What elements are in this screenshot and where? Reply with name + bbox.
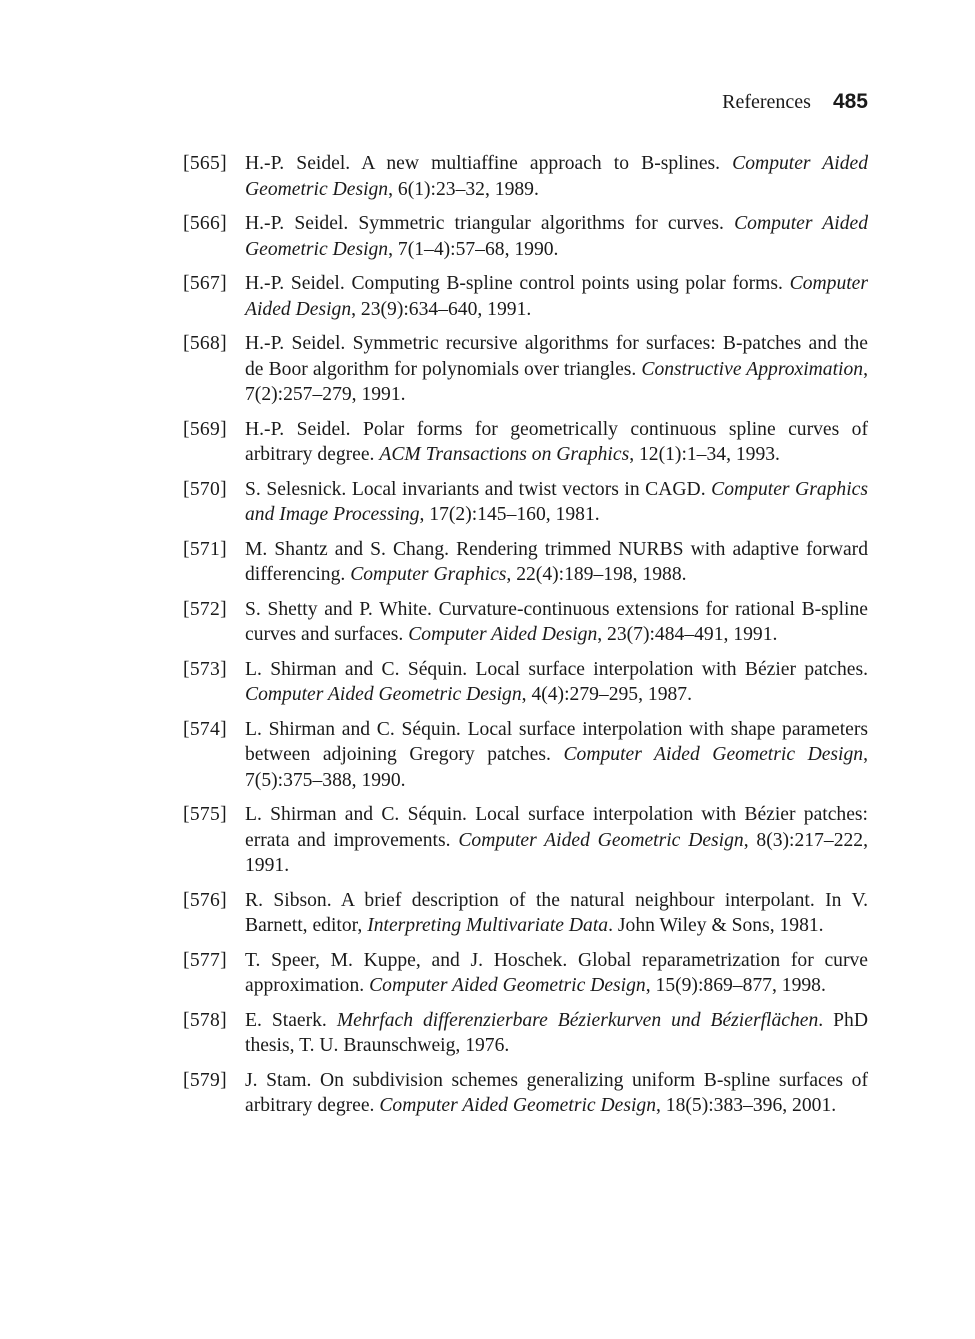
- reference-venue: Mehrfach differenzierbare Bézierkurven und Bézierflächen: [336, 1009, 819, 1031]
- running-title: References: [722, 91, 811, 113]
- reference-venue: Computer Aided Geometric Design: [458, 829, 744, 851]
- reference-authors-title: S. Selesnick. Local invariants and twist vectors in CAGD.: [245, 478, 712, 500]
- running-head: [722, 90, 868, 114]
- reference-details: . PhD thesis, T. U. Braunschweig, 1976.: [245, 1009, 868, 1056]
- reference-number: [569]: [183, 418, 227, 440]
- reference-text: [245, 271, 868, 322]
- reference-authors-title: S. Shetty and P. White. Curvature-continuous extensions for rational B-spline curves and surfaces.: [245, 598, 868, 645]
- reference-venue: Computer Aided Geometric Design: [369, 975, 646, 996]
- reference-number: [572]: [183, 598, 227, 620]
- reference-text: [245, 211, 868, 262]
- reference-details: , 7(1–4):57–68, 1990.: [388, 238, 559, 260]
- reference-number: [570]: [183, 478, 227, 500]
- reference-authors-title: H.-P. Seidel. Symmetric recursive algorithms for surfaces: B-patches and the de Boor algorithm for polynomials over triangles.: [245, 333, 868, 380]
- reference-entry: [183, 271, 868, 322]
- reference-entry: [183, 151, 868, 202]
- reference-details: , 18(5):383–396, 2001.: [656, 1095, 837, 1116]
- reference-entry: [183, 802, 868, 879]
- reference-number: [579]: [183, 1069, 227, 1091]
- reference-text: [245, 151, 868, 202]
- reference-text: [245, 802, 868, 879]
- reference-authors-title: H.-P. Seidel. A new multiaffine approach to B-splines.: [245, 153, 733, 174]
- reference-details: , 15(9):869–877, 1998.: [645, 975, 826, 996]
- reference-venue: Computer Graphics: [350, 564, 507, 585]
- reference-details: , 4(4):279–295, 1987.: [521, 684, 692, 705]
- reference-text: [245, 1068, 868, 1119]
- reference-venue: Computer Aided Design: [408, 624, 598, 645]
- reference-text: [245, 417, 868, 468]
- reference-number: [568]: [183, 333, 227, 354]
- reference-entry: [183, 211, 868, 262]
- reference-text: [245, 888, 868, 939]
- reference-authors-title: J. Stam. On subdivision schemes generalizing uniform B-spline surfaces of arbitrary degree.: [245, 1069, 868, 1116]
- reference-entry: [183, 657, 868, 708]
- reference-number: [573]: [183, 658, 227, 680]
- reference-entry: [183, 1068, 868, 1119]
- reference-venue: Computer Aided Geometric Design: [245, 153, 868, 200]
- reference-entry: [183, 417, 868, 468]
- reference-details: , 23(7):484–491, 1991.: [597, 624, 778, 645]
- reference-entry: [183, 537, 868, 588]
- reference-details: , 17(2):145–160, 1981.: [419, 504, 600, 525]
- reference-text: [245, 537, 868, 588]
- reference-authors-title: H.-P. Seidel. Computing B-spline control points using polar forms.: [245, 273, 790, 294]
- reference-authors-title: H.-P. Seidel. Polar forms for geometrically continuous spline curves of arbitrary degree.: [245, 418, 868, 465]
- reference-entry: [183, 888, 868, 939]
- reference-venue: Computer Aided Geometric Design: [563, 744, 864, 765]
- reference-number: [571]: [183, 538, 227, 560]
- reference-number: [565]: [183, 153, 227, 174]
- reference-venue: Computer Aided Geometric Design: [379, 1095, 656, 1116]
- reference-text: [245, 948, 868, 999]
- reference-venue: Computer Aided Design: [245, 273, 868, 320]
- reference-details: , 8(3):217–222, 1991.: [245, 829, 868, 876]
- reference-number: [578]: [183, 1009, 227, 1031]
- reference-number: [566]: [183, 213, 227, 234]
- reference-number: [576]: [183, 889, 227, 911]
- reference-list: [183, 151, 868, 1128]
- reference-text: [245, 331, 868, 408]
- reference-venue: Computer Aided Geometric Design: [245, 213, 869, 260]
- reference-authors-title: M. Shantz and S. Chang. Rendering trimmed NURBS with adaptive forward differencing.: [245, 538, 868, 585]
- reference-authors-title: L. Shirman and C. Séquin. Local surface interpolation with Bézier patches.: [245, 658, 868, 680]
- reference-details: , 7(5):375–388, 1990.: [245, 744, 868, 791]
- reference-text: [245, 1008, 868, 1059]
- reference-entry: [183, 948, 868, 999]
- reference-authors-title: L. Shirman and C. Séquin. Local surface interpolation with Bézier patches: errata and improvements.: [245, 804, 868, 851]
- reference-authors-title: H.-P. Seidel. Symmetric triangular algorithms for curves.: [245, 213, 735, 234]
- reference-text: [245, 597, 868, 648]
- reference-number: [574]: [183, 718, 227, 740]
- reference-details: . John Wiley & Sons, 1981.: [608, 915, 824, 936]
- reference-authors-title: R. Sibson. A brief description of the natural neighbour interpolant. In V. Barnett, editor,: [245, 889, 868, 936]
- reference-details: , 22(4):189–198, 1988.: [506, 564, 687, 585]
- reference-details: , 23(9):634–640, 1991.: [351, 298, 532, 320]
- reference-text: [245, 657, 868, 708]
- reference-entry: [183, 597, 868, 648]
- reference-text: [245, 477, 868, 528]
- reference-venue: Interpreting Multivariate Data: [367, 915, 609, 936]
- reference-number: [575]: [183, 804, 227, 825]
- reference-entry: [183, 717, 868, 794]
- reference-authors-title: E. Staerk.: [245, 1009, 337, 1031]
- reference-entry: [183, 1008, 868, 1059]
- reference-number: [577]: [183, 949, 227, 971]
- reference-details: , 7(2):257–279, 1991.: [245, 358, 868, 405]
- reference-venue: Computer Graphics and Image Processing: [245, 478, 868, 525]
- reference-entry: [183, 331, 868, 408]
- reference-authors-title: L. Shirman and C. Séquin. Local surface interpolation with shape parameters between adjoining Gregory patches.: [245, 718, 868, 765]
- reference-venue: Constructive Approximation: [641, 358, 864, 380]
- reference-entry: [183, 477, 868, 528]
- reference-details: , 6(1):23–32, 1989.: [388, 178, 539, 200]
- reference-details: , 12(1):1–34, 1993.: [629, 444, 780, 465]
- page-number: 485: [832, 90, 868, 113]
- reference-text: [245, 717, 868, 794]
- reference-authors-title: T. Speer, M. Kuppe, and J. Hoschek. Global reparametrization for curve approximation.: [245, 949, 868, 996]
- reference-venue: Computer Aided Geometric Design: [245, 684, 522, 705]
- reference-venue: ACM Transactions on Graphics: [379, 444, 630, 465]
- reference-number: [567]: [183, 273, 227, 294]
